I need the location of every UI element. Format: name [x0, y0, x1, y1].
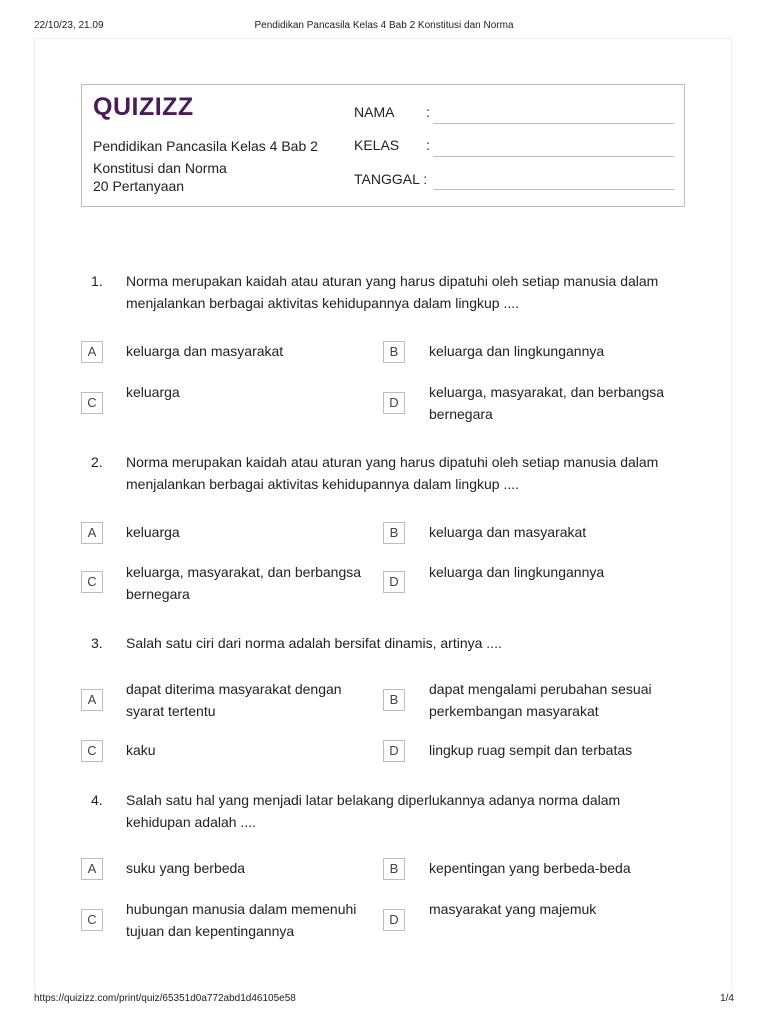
option-d-text: masyarakat yang majemuk	[429, 901, 597, 917]
option-a-text: suku yang berbeda	[126, 860, 246, 876]
question-number: 2.	[91, 454, 103, 470]
option-b-box[interactable]: B	[383, 522, 405, 544]
option-c-box[interactable]: C	[81, 392, 103, 414]
option-a-box[interactable]: A	[81, 522, 103, 544]
option-d-box[interactable]: D	[383, 571, 405, 593]
field-label-nama: NAMA	[354, 104, 395, 120]
option-b-text: dapat mengalami perubahan sesuai perkembangan masyarakat	[429, 681, 652, 719]
field-line-nama	[433, 123, 674, 124]
option-d-text: lingkup ruag sempit dan terbatas	[429, 742, 633, 758]
print-date: 22/10/23, 21.09	[34, 20, 104, 31]
question-number: 4.	[91, 792, 103, 808]
question-number: 3.	[91, 635, 103, 651]
option-d-text: keluarga, masyarakat, dan berbangsa bernegara	[429, 384, 665, 422]
print-document-title: Pendidikan Pancasila Kelas 4 Bab 2 Konstitusi dan Norma	[254, 20, 514, 31]
quiz-header-card	[81, 84, 685, 207]
quiz-title: Pendidikan Pancasila Kelas 4 Bab 2 Konstitusi dan Norma	[93, 138, 318, 176]
option-c-box[interactable]: C	[81, 571, 103, 593]
option-c-text: keluarga, masyarakat, dan berbangsa bernegara	[126, 564, 362, 602]
field-colon-kelas: :	[426, 137, 430, 153]
field-label-kelas: KELAS	[354, 137, 400, 153]
field-line-kelas	[433, 156, 674, 157]
option-a-box[interactable]: A	[81, 341, 103, 363]
option-a-text: keluarga dan masyarakat	[126, 343, 284, 359]
option-d-box[interactable]: D	[383, 909, 405, 931]
question-text: Salah satu hal yang menjadi latar belakang diperlukannya adanya norma dalam kehidupan adalah ....	[126, 792, 621, 830]
option-c-text: kaku	[126, 742, 156, 758]
option-b-text: kepentingan yang berbeda-beda	[429, 860, 631, 876]
option-a-box[interactable]: A	[81, 689, 103, 711]
option-d-box[interactable]: D	[383, 740, 405, 762]
question-number: 1.	[91, 273, 103, 289]
option-a-text: keluarga	[126, 524, 180, 540]
field-colon-nama: :	[426, 104, 430, 120]
option-b-box[interactable]: B	[383, 689, 405, 711]
field-line-tanggal	[433, 189, 674, 190]
option-c-text: hubungan manusia dalam memenuhi tujuan dan kepentingannya	[126, 901, 357, 939]
print-header	[0, 20, 768, 34]
quizizz-logo: QUIZIZZ	[93, 93, 194, 121]
field-label-tanggal: TANGGAL :	[354, 171, 428, 187]
option-a-text: dapat diterima masyarakat dengan syarat tertentu	[126, 681, 342, 719]
question-count: 20 Pertanyaan	[93, 178, 185, 194]
option-a-box[interactable]: A	[81, 858, 103, 880]
option-d-text: keluarga dan lingkungannya	[429, 564, 605, 580]
option-b-text: keluarga dan lingkungannya	[429, 343, 605, 359]
question-text: Salah satu ciri dari norma adalah bersifat dinamis, artinya ....	[126, 635, 502, 651]
option-b-text: keluarga dan masyarakat	[429, 524, 587, 540]
option-b-box[interactable]: B	[383, 858, 405, 880]
question-text: Norma merupakan kaidah atau aturan yang harus dipatuhi oleh setiap manusia dalam menjalankan berbagai aktivitas kehidupannya dalam lingkup ....	[126, 454, 659, 492]
option-c-box[interactable]: C	[81, 909, 103, 931]
option-d-box[interactable]: D	[383, 392, 405, 414]
option-c-text: keluarga	[126, 384, 180, 400]
page-number: 1/4	[720, 993, 734, 1004]
question-text: Norma merupakan kaidah atau aturan yang harus dipatuhi oleh setiap manusia dalam menjalankan berbagai aktivitas kehidupannya dalam lingkup ....	[126, 273, 659, 311]
print-url: https://quizizz.com/print/quiz/65351d0a772abd1d46105e58	[34, 993, 296, 1004]
print-footer	[0, 993, 768, 1007]
option-c-box[interactable]: C	[81, 740, 103, 762]
option-b-box[interactable]: B	[383, 341, 405, 363]
